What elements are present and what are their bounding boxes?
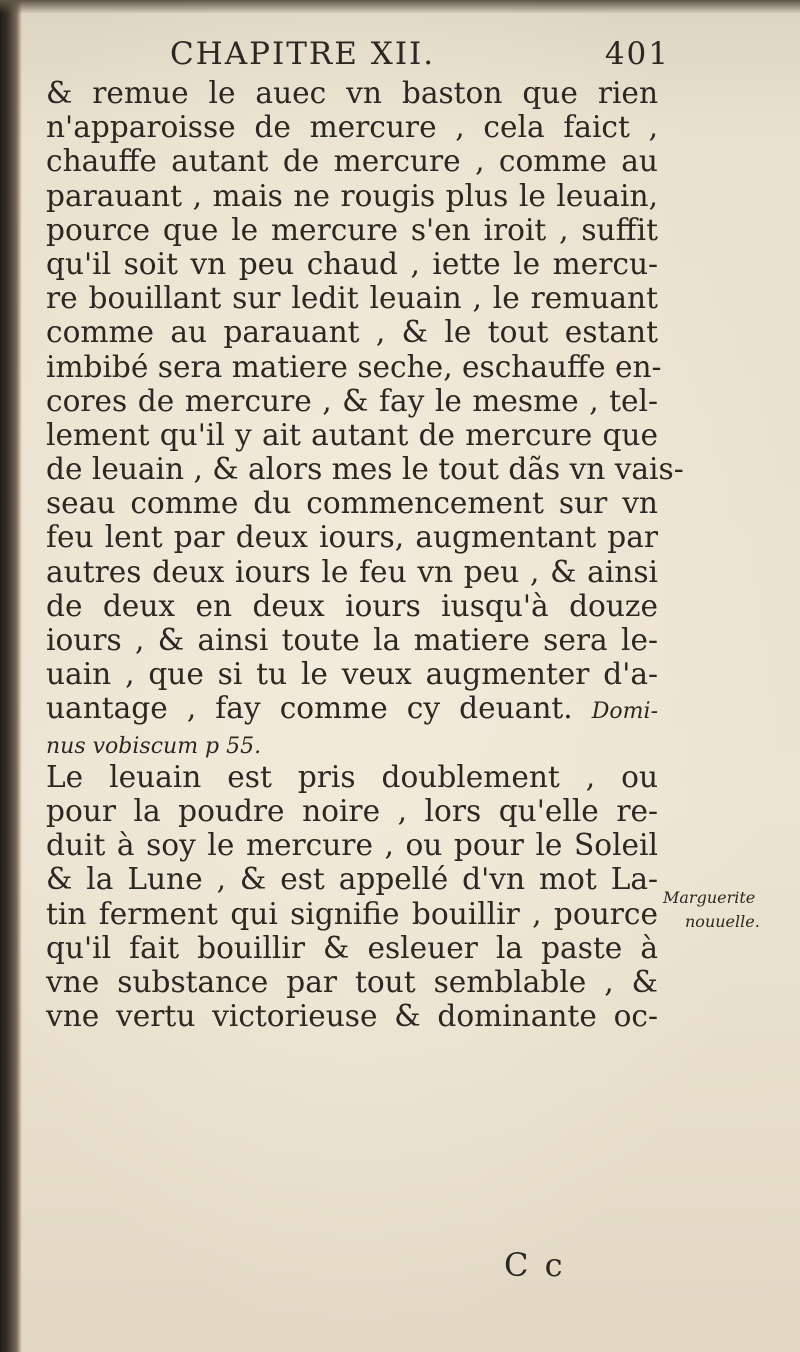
text-line: cores de mercure , & fay le mesme , tel-	[46, 383, 658, 418]
text-line: chauffe autant de mercure , comme au	[46, 144, 658, 179]
text-line: de deux en deux iours iusqu'à douze	[46, 588, 658, 623]
marginal-note	[663, 886, 793, 934]
reference-citation-cont: nus vobiscum p 55.	[46, 733, 262, 759]
text-line: uain , que si tu le veux augmenter d'a-	[46, 657, 658, 692]
text-line: seau comme du commencement sur vn	[46, 486, 658, 521]
binding-gutter-shadow	[0, 0, 22, 1352]
text-line: feu lent par deux iours, augmentant par	[46, 520, 658, 555]
text-line: autres deux iours le feu vn peu , & ainsi	[46, 554, 658, 589]
reference-citation: Domi-	[591, 699, 658, 725]
text-line: tin ferment qui signifie bouillir , pource	[46, 896, 658, 931]
page-header	[170, 36, 670, 76]
text-line: n'apparoisse de mercure , cela faict ,	[46, 110, 658, 145]
text-line: duit à soy le mercure , ou pour le Soleil	[46, 828, 658, 863]
text-line: iours , & ainsi toute la matiere sera le-	[46, 623, 658, 657]
page-number: 401	[604, 36, 670, 72]
text-line-with-reference	[46, 691, 658, 725]
text-line: Le leuain est pris doublement , ou	[46, 759, 658, 794]
margin-note-line: Marguerite	[663, 888, 756, 907]
text-line: pource que le mercure s'en iroit , suffit	[46, 212, 658, 247]
text-line: de leuain , & alors mes le tout dãs vn vais-	[46, 452, 684, 487]
text-line: & la Lune , & est appellé d'vn mot La-	[46, 862, 658, 897]
text-line: lement qu'il y ait autant de mercure que	[46, 417, 658, 452]
text-line: re bouillant sur ledit leuain , le remuant	[46, 281, 658, 316]
text-line	[46, 726, 658, 760]
body-text	[46, 76, 684, 1034]
text-line: uantage , fay comme cy deuant.	[46, 691, 573, 726]
text-line: qu'il fait bouillir & esleuer la paste à	[46, 930, 658, 965]
running-title: CHAPITRE XII.	[170, 36, 436, 72]
text-line: comme au parauant , & le tout estant	[46, 315, 658, 350]
text-line: pour la poudre noire , lors qu'elle re-	[46, 793, 658, 828]
text-line: vne substance par tout semblable , &	[46, 964, 658, 999]
margin-note-line: nouuelle.	[685, 912, 760, 931]
text-line: vne vertu victorieuse & dominante oc-	[46, 999, 658, 1034]
text-line: & remue le auec vn baston que rien	[46, 76, 658, 110]
text-line: parauant , mais ne rougis plus le leuain,	[46, 178, 658, 213]
text-line: qu'il soit vn peu chaud , iette le mercu-	[46, 246, 658, 281]
text-line: imbibé sera matiere seche, eschauffe en-	[46, 349, 662, 384]
top-edge-shadow	[0, 0, 800, 14]
signature-mark: C c	[504, 1246, 566, 1284]
